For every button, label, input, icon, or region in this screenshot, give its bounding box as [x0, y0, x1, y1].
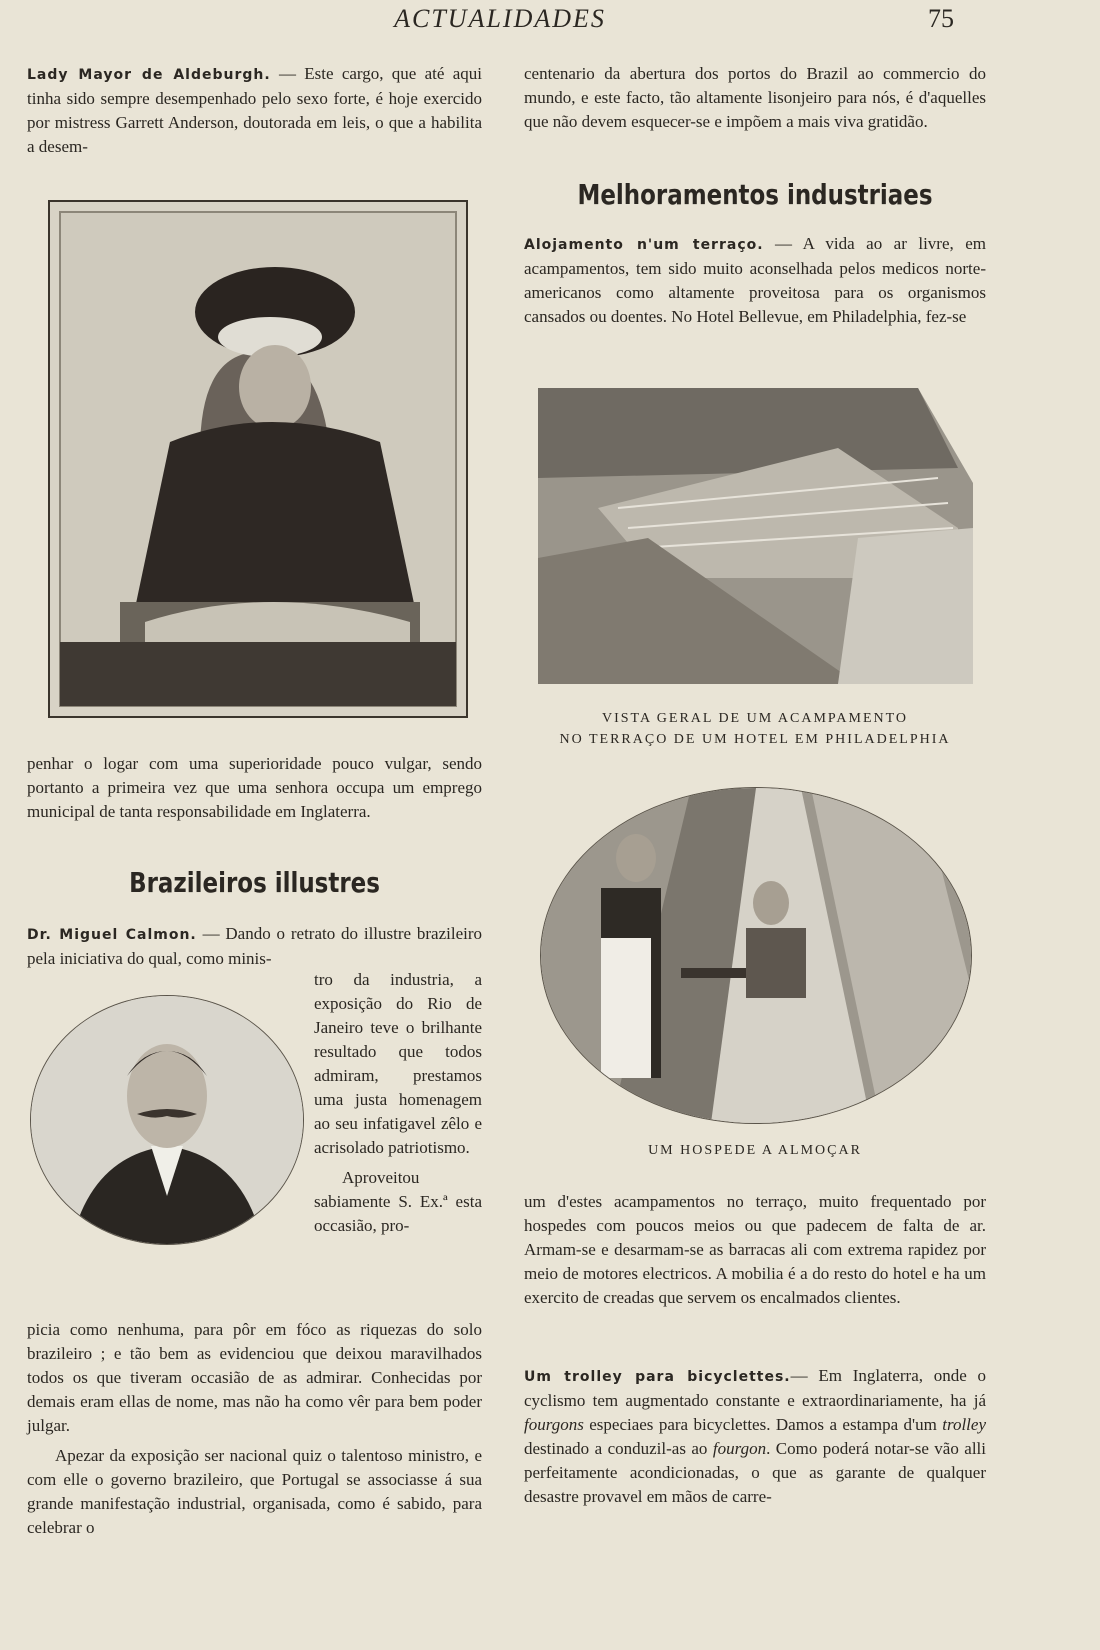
melhoramentos-heading: Melhoramentos industriaes — [577, 178, 933, 211]
terrace-camp-caption — [524, 708, 986, 750]
centenario-paragraph — [524, 62, 986, 140]
lady-mayor-text-bottom: penhar o logar com uma superioridade pouco vulgar, sendo portanto a primeira vez que uma senhora occupa um emprego municipal de tanta responsabilidade em Inglaterra. — [27, 754, 482, 821]
calmon-body-p2: Apezar da exposição ser nacional quiz o talentoso ministro, e com elle o governo brazileiro, que Portugal se associasse á sua grande manifestação industrial, organisada, como é sabido, para celebrar o — [27, 1446, 482, 1537]
running-title: ACTUALIDADES — [394, 4, 606, 33]
trolley-italic-1: fourgons — [524, 1415, 584, 1434]
calmon-intro-text: — Dando o retrato do illustre brazileiro pela iniciativa do qual, como minis- — [27, 924, 483, 968]
page-number: 75 — [928, 4, 954, 33]
lady-mayor-paragraph-top — [27, 62, 482, 165]
calmon-wrap-paragraph: tro da industria, a exposição do Rio de Janeiro teve o brilhante resultado que todos admiram, prestamos uma justa homenagem ao seu infatigavel zêlo e acrisolado patriotismo. — [314, 970, 482, 1157]
lady-mayor-lead: Lady Mayor de Aldeburgh. — [27, 67, 271, 83]
trolley-italic-2: trolley — [942, 1415, 986, 1434]
trolley-lead: Um trolley para bicyclettes. — [524, 1369, 791, 1385]
guest-lunch-caption: UM HOSPEDE A ALMOÇAR — [648, 1143, 862, 1158]
lady-mayor-text-top: — Este cargo, que até aqui tinha sido sempre desempenhado pelo sexo forte, é hoje exercido por mistress Garrett Anderson, doutorada em leis, o que a habilita a desem- — [27, 64, 483, 156]
calmon-wrap-paragraph-2: Aproveitou sabiamente S. Ex.ª esta occasião, pro- — [314, 1168, 482, 1235]
trolley-text-3: destinado a conduzil-as ao — [524, 1439, 713, 1458]
alojamento-text-bottom: um d'estes acampamentos no terraço, muito frequentado por hospedes com poucos meios ou que padecem de falta de ar. Armam-se e desarmam-se as barracas ali com extrema rapidez por meio de motores electricos. A mobilia é a do resto do hotel e ha um exercito de creadas que servem os encalmados clientes. — [524, 1192, 986, 1307]
alojamento-text-top: — A vida ao ar livre, em acampamentos, tem sido muito aconselhada pelos medicos norte-americanos como altamente proveitosa para os organismos cansados ou doentes. No Hotel Bellevue, em Philadelphia, fez-se — [524, 234, 987, 326]
calmon-wrap-text — [314, 968, 482, 1244]
trolley-text-4: . Como poderá notar-se vão alli perfeitamente acondicionadas, o que as garante de qualquer desastre provavel em mãos de carre- — [524, 1439, 986, 1506]
terrace-caption-line-1: VISTA GERAL DE UM ACAMPAMENTO — [601, 711, 909, 726]
trolley-italic-3: fourgon — [712, 1439, 767, 1458]
calmon-portrait-photo — [30, 995, 304, 1245]
brazileiros-heading: Brazileiros illustres — [129, 866, 380, 899]
calmon-lead: Dr. Miguel Calmon. — [27, 927, 197, 943]
trolley-paragraph — [524, 1364, 986, 1515]
terrace-camp-photo — [538, 388, 973, 684]
page-header — [0, 0, 1100, 40]
lady-mayor-paragraph-bottom — [27, 752, 482, 830]
alojamento-paragraph-top — [524, 232, 986, 335]
trolley-text-1: — Em Inglaterra, onde o cyclismo tem augmentado constante e extraordinariamente, ha já — [524, 1366, 987, 1410]
terrace-caption-line-2: NO TERRAÇO DE UM HOTEL EM PHILADELPHIA — [559, 732, 951, 747]
calmon-body — [27, 1318, 482, 1546]
alojamento-paragraph-bottom — [524, 1190, 986, 1316]
calmon-body-p1: picia como nenhuma, para pôr em fóco as riquezas do solo brazileiro ; e tão bem as evidenciou que deixou maravilhados todos os que tiveram occasião de as admirar. Conhecidas por demais eram ellas de nome, mas não ha como vêr para bem poder julgar. — [27, 1320, 482, 1435]
alojamento-lead: Alojamento n'um terraço. — [524, 237, 764, 253]
trolley-text-2: especiaes para bicyclettes. Damos a estampa d'um — [583, 1415, 943, 1434]
guest-lunch-photo — [540, 787, 972, 1124]
lady-mayor-portrait-photo — [48, 200, 468, 718]
centenario-text: centenario da abertura dos portos do Brazil ao commercio do mundo, e este facto, tão altamente lisonjeiro para nós, é d'aquelles que não devem esquecer-se e impõem a mais viva gratidão. — [524, 64, 986, 131]
